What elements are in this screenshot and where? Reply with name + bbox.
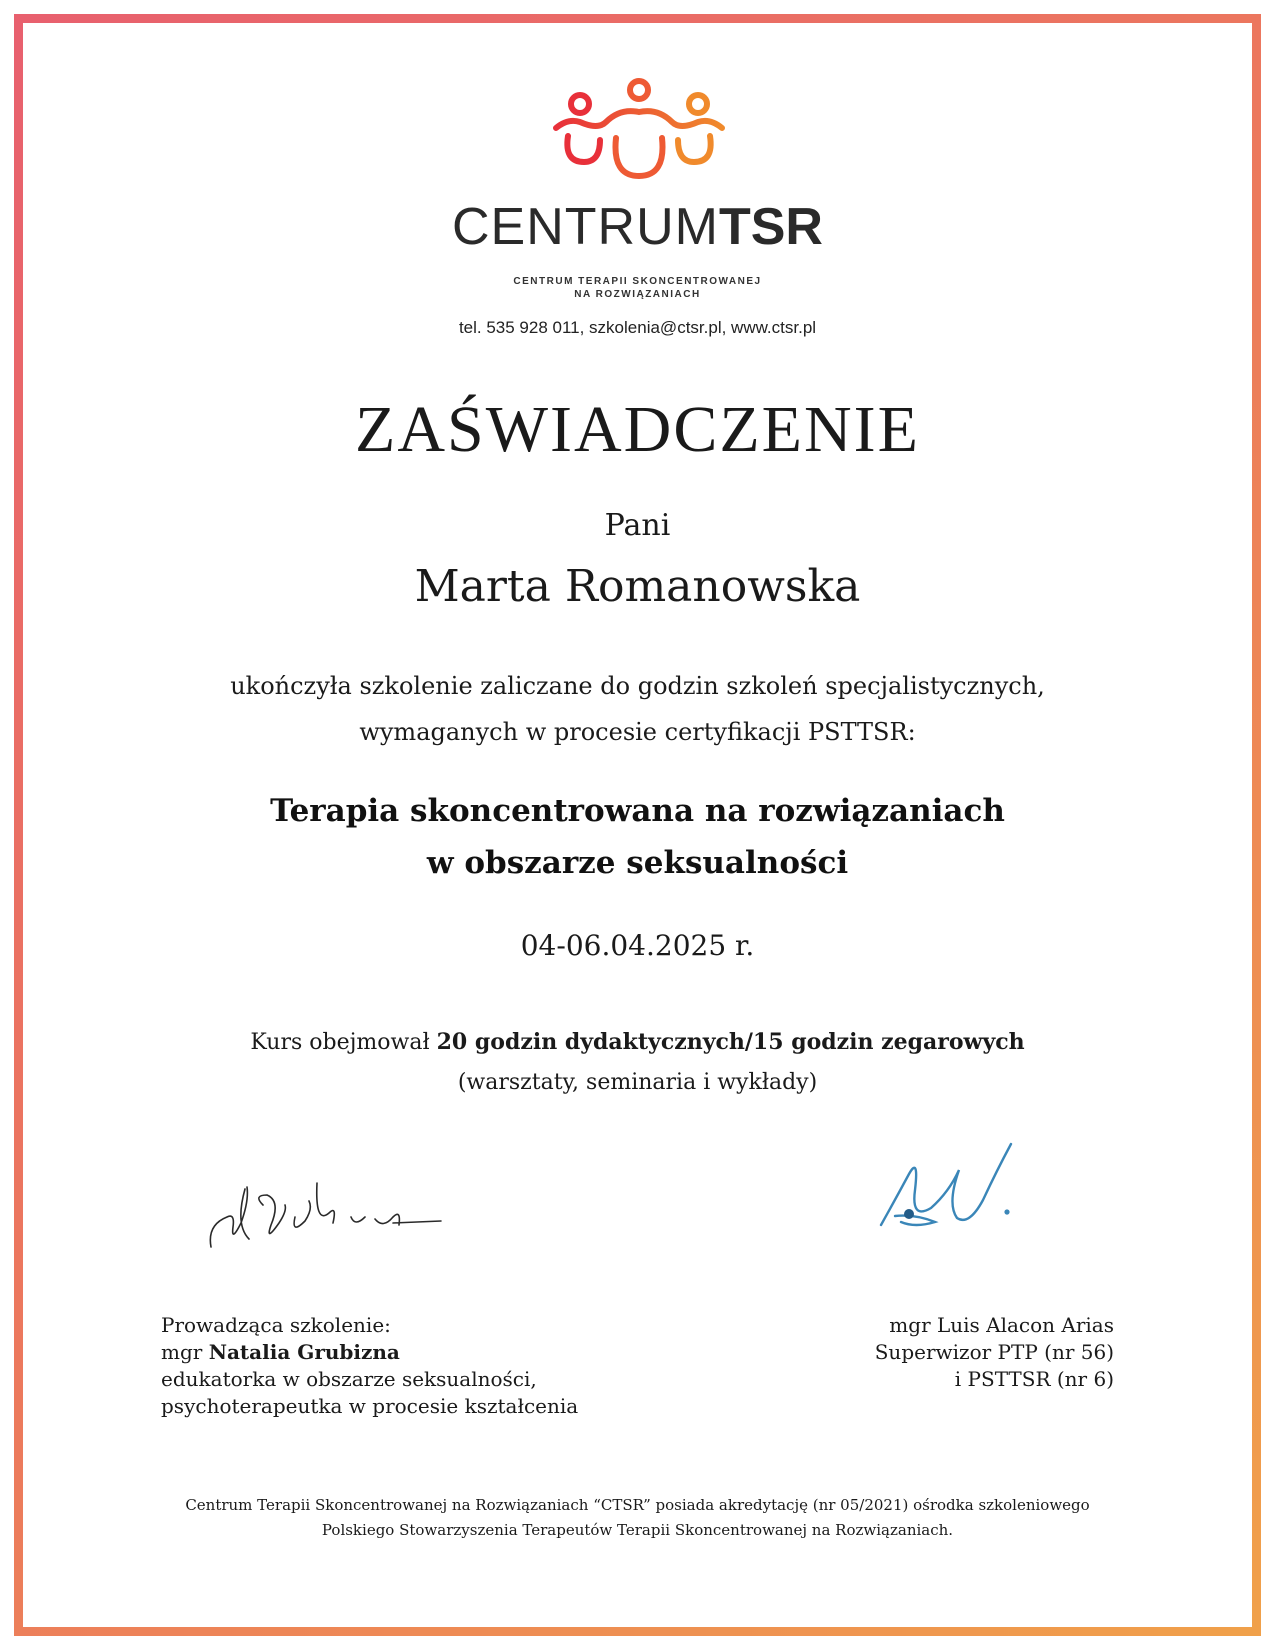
hours-prefix: Kurs obejmował bbox=[250, 1030, 437, 1055]
statement-line1: ukończyła szkolenie zaliczane do godzin szkoleń specjalistycznych, bbox=[230, 672, 1045, 700]
course-title-line2: w obszarze seksualności bbox=[426, 845, 849, 881]
left-signatory bbox=[161, 1312, 578, 1420]
left-line3: edukatorka w obszarze seksualności, bbox=[161, 1367, 537, 1391]
right-line2: Superwizor PTP (nr 56) bbox=[874, 1340, 1114, 1364]
brand-subtitle bbox=[0, 275, 1275, 301]
accreditation-footer bbox=[0, 1493, 1275, 1543]
contact-line: tel. 535 928 011, szkolenia@ctsr.pl, www.ctsr.pl bbox=[458, 318, 817, 337]
brand-subtitle-line2: NA ROZWIĄZANIACH bbox=[574, 289, 701, 300]
left-name-line bbox=[161, 1339, 578, 1366]
statement-line2: wymaganych w procesie certyfikacji PSTTSR: bbox=[359, 718, 916, 746]
signature-left bbox=[205, 1165, 445, 1255]
brand-light: CENTRUM bbox=[452, 198, 719, 256]
recipient-name: Marta Romanowska bbox=[414, 561, 861, 612]
people-logo-icon bbox=[548, 78, 728, 188]
right-line1: mgr Luis Alacon Arias bbox=[889, 1313, 1114, 1337]
left-line4: psychoterapeutka w procesie kształcenia bbox=[161, 1394, 579, 1418]
right-signatory bbox=[875, 1312, 1114, 1393]
left-prefix: mgr bbox=[161, 1340, 209, 1364]
footer-line1: Centrum Terapii Skoncentrowanej na Rozwiązaniach “CTSR” posiada akredytację (nr 05/2021) ośrodka szkoleniowego bbox=[185, 1496, 1090, 1514]
course-title bbox=[0, 785, 1275, 889]
hours-detail: (warsztaty, seminaria i wykłady) bbox=[457, 1070, 818, 1095]
statement bbox=[0, 663, 1275, 755]
signature-right bbox=[875, 1130, 1035, 1245]
hours-bold: 20 godzin dydaktycznych/15 godzin zegarowych bbox=[436, 1029, 1025, 1055]
footer-line2: Polskiego Stowarzyszenia Terapeutów Terapii Skoncentrowanej na Rozwiązaniach. bbox=[321, 1521, 954, 1539]
brand-wordmark bbox=[0, 197, 1275, 257]
right-line3: i PSTTSR (nr 6) bbox=[954, 1367, 1114, 1391]
salutation: Pani bbox=[604, 508, 671, 543]
page-title: ZAŚWIADCZENIE bbox=[355, 393, 920, 466]
left-name: Natalia Grubizna bbox=[208, 1340, 400, 1364]
left-role: Prowadząca szkolenie: bbox=[161, 1313, 391, 1337]
hours-line bbox=[0, 1022, 1275, 1063]
course-title-line1: Terapia skoncentrowana na rozwiązaniach bbox=[270, 793, 1005, 829]
brand-subtitle-line1: CENTRUM TERAPII SKONCENTROWANEJ bbox=[513, 276, 762, 287]
course-date: 04-06.04.2025 r. bbox=[520, 929, 755, 962]
course-hours bbox=[0, 1022, 1275, 1103]
brand-bold: TSR bbox=[718, 198, 823, 256]
